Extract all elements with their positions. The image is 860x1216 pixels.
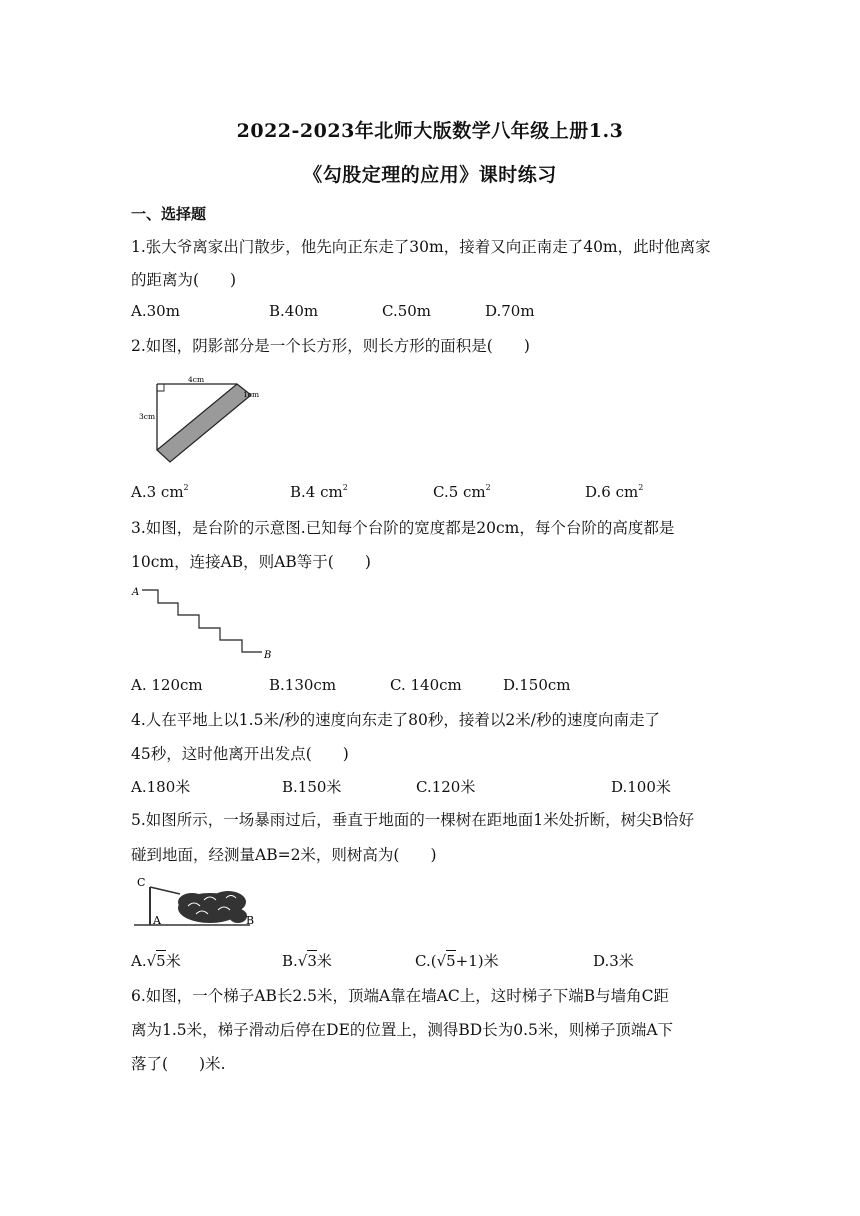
- q5-broken-tree-figure: [130, 872, 270, 932]
- q4-stem-line-1: 4.人在平地上以1.5米/秒的速度向东走了80秒，接着以2米/秒的速度向南走了: [131, 711, 660, 729]
- q2-label-top: 4cm: [188, 375, 205, 384]
- q3-label-a: A: [132, 587, 140, 598]
- q2-right-angle-mark: [157, 384, 164, 391]
- q3-option-a: A. 120cm: [131, 676, 203, 694]
- q2-figure: [130, 372, 270, 464]
- q5-option-b: B.√3米: [282, 952, 332, 970]
- q5-stem-line-1: 5.如图所示，一场暴雨过后，垂直于地面的一棵树在距地面1米处折断，树尖B恰好: [131, 811, 695, 829]
- q5-stem-line-2: 碰到地面，经测量AB=2米，则树高为( ): [131, 846, 437, 864]
- q3-stairs-outline: [142, 590, 262, 652]
- q2-option-a: A.3 $cm^2$: [131, 483, 189, 501]
- q3-option-c: C. 140cm: [390, 676, 462, 694]
- q3-label-b: B: [264, 650, 272, 661]
- q3-stem-line-1: 3.如图，是台阶的示意图.已知每个台阶的宽度都是20cm，每个台阶的高度都是: [131, 519, 675, 537]
- q2-option-b: B.4 $cm^2$: [290, 483, 348, 501]
- q5-tree-foliage: [178, 891, 247, 923]
- q1-stem-line-2: 的距离为( ): [131, 271, 237, 289]
- q3-option-d: D.150cm: [503, 676, 571, 694]
- title-line-2: 《勾股定理的应用》课时练习: [303, 164, 557, 186]
- q1-option-d: D.70m: [485, 302, 535, 320]
- q5-label-b: B: [246, 914, 255, 927]
- q2-option-c: C.5 $cm^2$: [433, 483, 491, 501]
- q2-label-width: 1cm: [243, 390, 260, 399]
- q1-option-b: B.40m: [269, 302, 319, 320]
- q5-fallen-trunk: [150, 887, 180, 894]
- q2-label-side: 3cm: [139, 412, 156, 421]
- title-line-1: 2022-2023年北师大版数学八年级上册1.3: [236, 120, 624, 142]
- q5-label-c: C: [137, 876, 146, 889]
- q3-stem-line-2: 10cm，连接AB，则AB等于( ): [131, 553, 371, 571]
- q6-stem-line-1: 6.如图，一个梯子AB长2.5米，顶端A靠在墙AC上，这时梯子下端B与墙角C距: [131, 987, 670, 1005]
- q5-option-d: D.3米: [593, 952, 634, 970]
- q3-option-b: B.130cm: [269, 676, 337, 694]
- q5-label-a: A: [153, 914, 161, 927]
- q3-stairs-figure: [130, 578, 280, 664]
- q4-option-a: A.180米: [131, 778, 191, 796]
- q6-stem-line-3: 落了( )米.: [131, 1055, 226, 1073]
- q4-stem-line-2: 45秒，这时他离开出发点( ): [131, 745, 349, 763]
- q1-option-c: C.50m: [382, 302, 432, 320]
- q5-option-a: A.√5米: [131, 952, 181, 970]
- q4-option-c: C.120米: [416, 778, 476, 796]
- section-heading: 一、选择题: [131, 205, 207, 223]
- q6-stem-line-2: 离为1.5米，梯子滑动后停在DE的位置上，测得BD长为0.5米，则梯子顶端A下: [131, 1021, 674, 1039]
- q2-stem-line-1: 2.如图，阴影部分是一个长方形，则长方形的面积是( ): [131, 337, 530, 355]
- q2-shaded-rectangle: [157, 384, 251, 462]
- q1-option-a: A.30m: [131, 302, 180, 320]
- q1-stem-line-1: 1.张大爷离家出门散步，他先向正东走了30m，接着又向正南走了40m，此时他离家: [131, 238, 711, 256]
- q2-option-d: D.6 $cm^2$: [585, 483, 644, 501]
- q4-option-d: D.100米: [611, 778, 671, 796]
- q5-option-c: C.(√5+1)米: [415, 952, 499, 970]
- q4-option-b: B.150米: [282, 778, 342, 796]
